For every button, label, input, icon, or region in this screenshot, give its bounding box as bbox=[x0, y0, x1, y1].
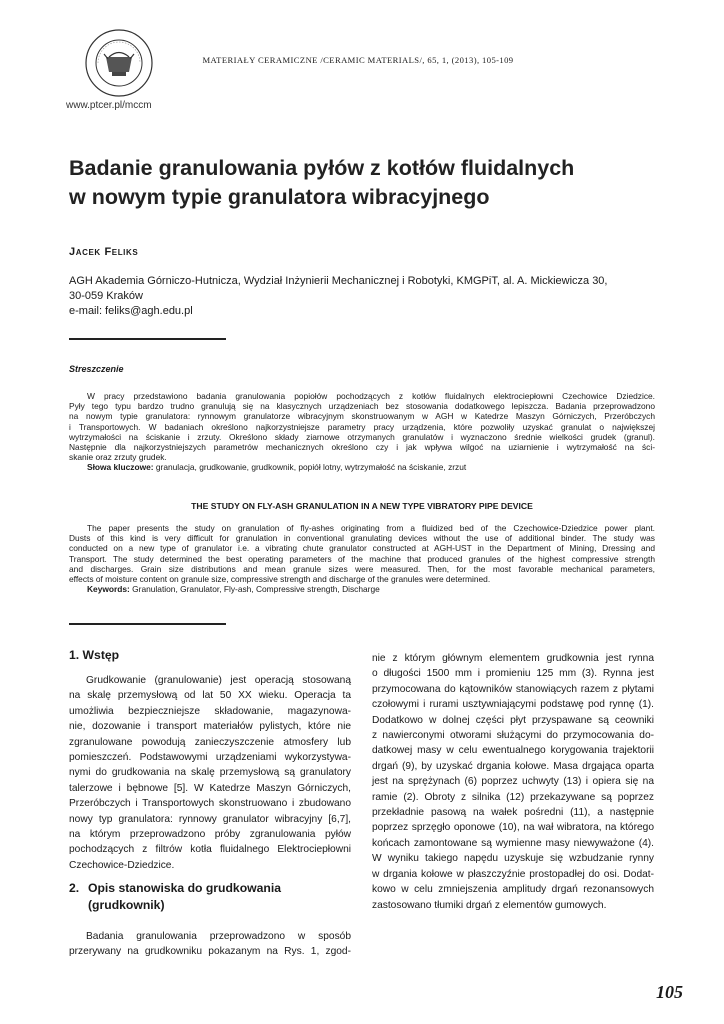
body-line: drgań (9), by uzyskać drgania kołowe. Masa drgająca oparta bbox=[372, 760, 654, 772]
body-line: z nawierconymi otworami służącymi do przymocowania do- bbox=[372, 730, 654, 742]
divider-rule bbox=[69, 623, 226, 625]
section-2-title-line-2: (grudkownik) bbox=[88, 898, 165, 912]
body-line: Przeróbczych i Transportowych skonstruowano i zbudowano bbox=[69, 798, 351, 810]
keywords-en-text: Granulation, Granulator, Fly-ash, Compressive strength, Discharge bbox=[132, 584, 380, 595]
body-line: na którym przeprowadzono próby zgranulowania pyłów bbox=[69, 829, 351, 841]
author-email[interactable]: e-mail: feliks@agh.edu.pl bbox=[69, 305, 193, 317]
abstract-en-line: effects of moisture content on granule size, compressive strength and discharge of the granules were determined. bbox=[69, 574, 491, 585]
affiliation-line-1: AGH Akademia Górniczo-Hutnicza, Wydział Inżynierii Mechanicznej i Robotyki, KMGPiT, al. A. Mickiewicza 30, bbox=[69, 275, 608, 287]
body-line: przerywany na grudkowniku pokazanym na Rys. 1, zgod- bbox=[69, 946, 351, 958]
body-line: pochodzących z filtrów kotła fluidalnego Elektrociepłowni bbox=[69, 844, 351, 856]
body-line: Grudkowanie (granulowanie) jest operacją stosowaną bbox=[86, 675, 351, 686]
journal-citation: MATERIAŁY CERAMICZNE /CERAMIC MATERIALS/, 65, 1, (2013), 105-109 bbox=[202, 55, 514, 65]
abstract-heading: Streszczenie bbox=[69, 364, 124, 374]
abstract-pl-line: Następnie dla najkorzystniejszych parametrów mechanicznych określono czy i jak wpływa wilgoć na uziarnienie i wytrzymałość na ści- bbox=[69, 442, 655, 453]
keywords-pl-label: Słowa kluczowe: bbox=[87, 462, 154, 473]
abstract-en-line: Dusts of this kind is very difficult for granulation in conventional granulating devices without the use of additional binder. The study was bbox=[69, 533, 655, 544]
abstract-en-line: conducted on a new type of granulator i.e. a vibrating chute granulator constructed at AGH-UST in the Department of Mining, Dressing and bbox=[69, 543, 655, 554]
abstract-pl-line: Pyły tego typu bardzo trudno granulują się na klasycznych urządzeniach bez stosowania dodatkowego lepiszcza. Badania przeprowadzono bbox=[69, 401, 655, 412]
english-title: THE STUDY ON FLY-ASH GRANULATION IN A NEW TYPE VIBRATORY PIPE DEVICE bbox=[191, 501, 533, 511]
body-line: na skalę przemysłową od lat 50 XX wieku. Operacja ta bbox=[69, 690, 351, 702]
section-2-title-line-1: Opis stanowiska do grudkowania bbox=[88, 881, 282, 895]
body-line: w drgania kołowe w płaszczyźnie prostopadłej do osi. Dodat- bbox=[372, 868, 654, 880]
body-line: nymi do grudkowania na skalę przemysłową są granulatory bbox=[69, 767, 351, 779]
keywords-en-label: Keywords: bbox=[87, 584, 130, 595]
body-line: W wyniku takiego napędu uzyskuje się wzbudzanie rynny bbox=[372, 853, 654, 865]
body-line: umożliwia bezpieczniejsze składowanie, magazynowa- bbox=[69, 705, 351, 717]
body-line: nie z którym głównym elementem grudkownia jest rynna bbox=[372, 653, 654, 664]
body-line: Dodatkowo w dolnej części płyt przyspawane są ceowniki bbox=[372, 714, 654, 726]
body-line: talerzowe i bębnowe [5]. W Katedrze Maszyn Górniczych, bbox=[69, 782, 351, 794]
abstract-en bbox=[69, 523, 655, 594]
keywords-pl-text: granulacja, grudkowanie, grudkownik, popiół lotny, wytrzymałość na ściskanie, zrzut bbox=[155, 462, 467, 473]
body-line: końcach zamontowane są wymienne masy niewyważone (4). bbox=[372, 837, 654, 849]
journal-url[interactable]: www.ptcer.pl/mccm bbox=[66, 100, 152, 111]
keywords-pl bbox=[69, 462, 655, 472]
section-1-heading: 1. Wstęp bbox=[69, 648, 120, 662]
abstract-en-line: The paper presents the study on granulation of fly-ashes originating from a fluidized bed of the Czechowice-Dziedzice power plant. bbox=[87, 523, 655, 533]
article-title bbox=[69, 154, 669, 212]
title-line-1: Badanie granulowania pyłów z kotłów fluidalnych bbox=[69, 156, 575, 180]
section-2-body bbox=[69, 929, 351, 960]
body-line: o długości 1500 mm i promieniu 125 mm (3). Rynna jest bbox=[372, 668, 654, 680]
affiliation-line-2: 30-059 Kraków bbox=[69, 290, 143, 302]
body-line: czołowymi i rurami usztywniającymi podstawę pod rynnę (1). bbox=[372, 699, 654, 711]
body-line: nowy typ granulatora: rynnowy granulator wibracyjny [6,7], bbox=[69, 813, 351, 825]
body-line: nie, dozowanie i transport materiałów pylistych, które nie bbox=[69, 721, 351, 733]
section-2-number: 2. bbox=[69, 881, 80, 895]
body-line: zgranulowane powodują zanieczyszczenie atmosfery lub bbox=[69, 736, 351, 748]
body-line: poprzez sprzęgło oponowe (10), na wał wibratora, na którego bbox=[372, 822, 654, 834]
section-2-heading bbox=[69, 880, 349, 914]
divider-rule bbox=[69, 338, 226, 340]
page-number: 105 bbox=[656, 982, 683, 1002]
body-line: Badania granulowania przeprowadzono w sposób bbox=[86, 931, 351, 942]
section-1-body bbox=[69, 673, 351, 873]
abstract-pl-line: na nowym typie granulatora: rynnowym granulatorze wibracyjnym skonstruowanym w AGH w Katedrze Maszyn Górniczych, Przeróbczych bbox=[69, 411, 655, 422]
right-column-body bbox=[372, 651, 654, 913]
abstract-pl bbox=[69, 391, 655, 473]
body-line: datkowej masy w celu ewentualnego korygowania trajektorii bbox=[372, 745, 654, 757]
body-line: kowo w celu zmniejszenia amplitudy drgań rezonansowych bbox=[372, 884, 654, 896]
society-logo bbox=[84, 28, 154, 98]
body-line: przymocowana do kątowników stanowiących razem z płytami bbox=[372, 683, 654, 695]
abstract-pl-line: skanie oraz zrzuty grudek. bbox=[69, 452, 167, 463]
body-line: pomieszczeń. Podstawowymi urządzeniami wykorzystywa- bbox=[69, 752, 351, 764]
body-line: przekładnie pasową na wałek pośredni (11), a następnie bbox=[372, 807, 654, 819]
abstract-pl-line: i Transportowych. W badaniach określono najkorzystniejsze parametry pracy urządzenia, które pozwoliły uzyskać granulat o największej bbox=[69, 421, 655, 432]
body-line: Czechowice-Dziedzice. bbox=[69, 859, 175, 871]
abstract-en-line: and discharges. Grain size distributions and mean granule sizes were measured. Then, for the most favorable mechanical parameters, bbox=[69, 563, 655, 574]
author-name: Jacek Feliks bbox=[69, 246, 139, 258]
body-line: zastosowano tłumiki drgań z elementów gumowych. bbox=[372, 899, 607, 911]
abstract-en-line: Transport. The study determined the best operating parameters of the machine that produced granules of the highest compressive strength bbox=[69, 553, 655, 564]
title-line-2: w nowym typie granulatora wibracyjnego bbox=[69, 185, 490, 209]
body-line: ramie (2). Obroty z silnika (12) przekazywane są poprzez bbox=[372, 791, 654, 803]
affiliation bbox=[69, 274, 649, 319]
abstract-pl-line: W pracy przedstawiono badania granulowania popiołów pochodzących z kotłów fluidalnych elektrociepłowni Czechowice Dziedzice. bbox=[87, 391, 655, 401]
keywords-en bbox=[69, 584, 655, 594]
body-line: jest na sprężynach (6) poprzez uchwyty (13) i opiera się na bbox=[372, 776, 654, 788]
abstract-pl-line: wytrzymałości na ściskanie i zrzuty. Określono składy ziarnowe otrzymanych granulatów i wyznaczono średnie wielkości grudek (granul). bbox=[69, 431, 655, 442]
